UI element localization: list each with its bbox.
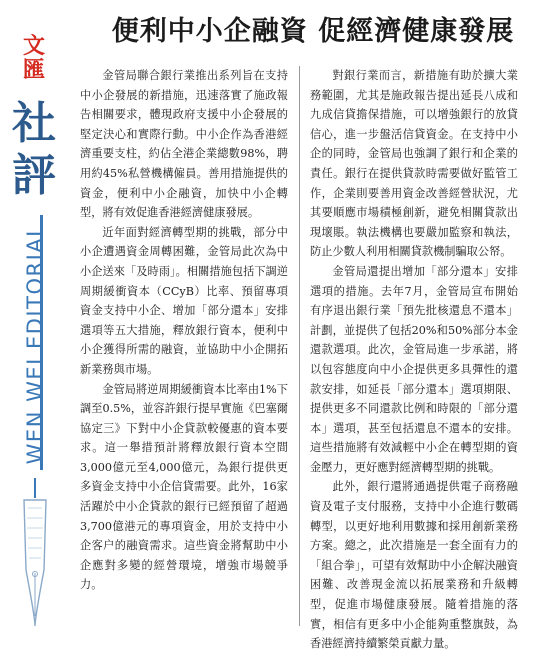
brand-logo: 文匯 — [22, 33, 45, 83]
fountain-pen-icon — [14, 478, 56, 628]
article-column-left — [80, 66, 288, 595]
edition-label: WEN WEI EDITORIAL — [23, 223, 47, 465]
paragraph: 金管局將逆周期緩衝資本比率由1%下調至0.5%，並容許銀行提早實施《巴塞爾協定三》下對中小企貸款較優惠的資本要求。這一舉措預計將釋放銀行資本空間3,000億元至4,000億元，為銀行提供更多資金支持中小企信貸需要。此外，16家活躍於中小企貸款的銀行已經預留了超過3,700億港元的專項資金，用於支持中小企客户的融資需求。這些資金將幫助中小企應對多變的經營環境，增強市場競爭力。 — [80, 382, 288, 592]
paragraph: 近年面對經濟轉型期的挑戰，部分中小企遭遇資金周轉困難，金管局此次為中小企送來「及時雨」。相關措施包括下調逆周期緩衝資本（CCyB）比率、預留專項資金支持中小企、增加「部分還本」安排選項等五大措施，釋放銀行資本，便利中小企獲得所需的融資，並協助中小企開拓新業務與市場。 — [80, 225, 288, 376]
paragraph: 金管局聯合銀行業推出系列旨在支持中小企發展的新措施，迅速落實了施政報告相關要求，體現政府支援中小企發展的堅定決心和實際行動。中小企作為香港經濟重要支柱，約佔全港企業總數98%，聘用約45%私營機構僱員。善用措施提供的資金，便利中小企融資，加快中小企轉型，將有效促進香港經濟健康發展。 — [80, 69, 288, 220]
headline: 便利中小企融資 促經濟健康發展 — [111, 16, 515, 47]
column-name: 社評 — [12, 98, 56, 201]
masthead-sidebar — [0, 0, 68, 637]
paragraph: 對銀行業而言，新措施有助於擴大業務範圍，尤其是施政報告提出延長八成和九成信貸擔保措施，可以增強銀行的放貸信心，進一步盤活信貸資金。在支持中小企的同時，金管局也強調了銀行和企業的責任。銀行在提供貸款時需要做好監管工作，企業則要善用資金改善經營狀況，尤其要順應市場積極創新，避免相關貸款出現壞賬。執法機構也要嚴加監察和執法，防止少數人利用相關貸款機制騙取公帑。 — [310, 69, 518, 259]
article-column-right — [310, 66, 518, 654]
column-divider — [299, 66, 300, 626]
paragraph: 金管局還提出增加「部分還本」安排選項的措施。去年7月，金管局宣布開始有序退出銀行業「預先批核還息不還本」計劃，並提供了包括20%和50%部分本金還款選項。此次，金管局進一步承諾，將以包容態度向中小企提供更多具彈性的還款安排，如延長「部分還本」選項期限、提供更多不同還款比例和時限的「部分還本」選項，甚至包括還息不還本的安排。這些措施將有效減輕中小企在轉型期的資金壓力，更好應對經濟轉型期的挑戰。 — [310, 264, 518, 474]
paragraph: 此外，銀行還將通過提供電子商務融資及電子支付服務，支持中小企進行數碼轉型，以更好地利用數據和採用創新業務方案。總之，此次措施是一套全面有力的「組合拳」，可望有效幫助中小企解決融資困難、改善現金流以拓展業務和升級轉型，促進市場健康發展。隨着措施的落實，相信有更多中小企能夠重整旗鼓，為香港經濟持續繁榮貢獻力量。 — [310, 480, 518, 651]
